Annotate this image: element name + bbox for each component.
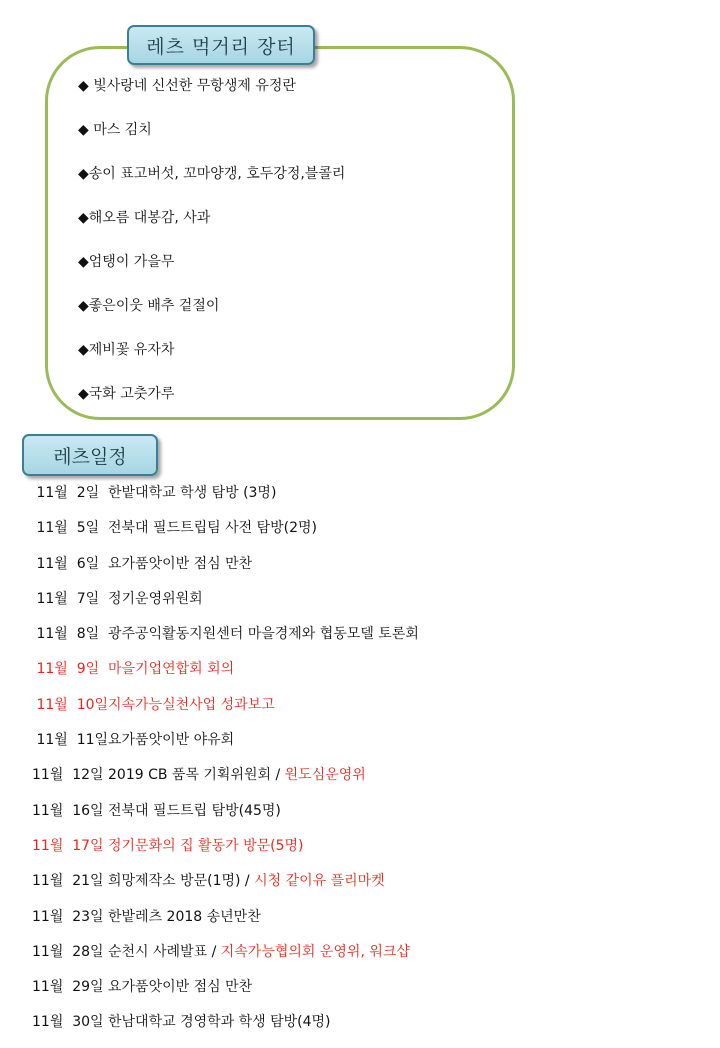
- schedule-date: 11월 6일: [32, 555, 100, 572]
- schedule-date: 11월 12일: [32, 767, 104, 784]
- schedule-text: 한남대학교 경영학과 학생 탐방(4명): [108, 1014, 331, 1031]
- schedule-entry: [32, 483, 419, 518]
- schedule-list: [32, 483, 419, 1048]
- schedule-text: 지속가능실천사업 성과보고: [108, 696, 275, 713]
- schedule-entry: [32, 624, 419, 659]
- schedule-entry: [32, 730, 419, 765]
- market-item-list: [78, 76, 345, 428]
- market-item: ◆ 마스 김치: [78, 122, 152, 138]
- schedule-date: 11월 8일: [32, 626, 100, 643]
- schedule-text-highlight: 원도심운영위: [284, 767, 366, 784]
- schedule-entry: [32, 871, 419, 906]
- schedule-date: 11월 29일: [32, 979, 104, 996]
- schedule-text: 한밭대학교 학생 탐방 (3명): [108, 485, 277, 501]
- schedule-date: 11월 11일: [32, 732, 109, 749]
- schedule-text: 마을기업연합회 회의: [108, 661, 235, 678]
- schedule-date: 11월 2일: [32, 485, 100, 501]
- schedule-text-highlight: 지속가능협의회 운영위, 워크샵: [220, 943, 410, 960]
- market-item: ◆제비꽃 유자차: [78, 342, 175, 358]
- schedule-entry: [32, 907, 419, 942]
- schedule-date: 11월 30일: [32, 1014, 104, 1031]
- schedule-text: 희망제작소 방문(1명) /: [108, 873, 255, 890]
- schedule-entry: [32, 836, 419, 871]
- market-title: 레츠 먹거리 장터: [127, 25, 315, 65]
- schedule-entry: [32, 589, 419, 624]
- schedule-text: 요가품앗이반 점심 만찬: [108, 979, 253, 996]
- schedule-date: 11월 16일: [32, 802, 104, 819]
- schedule-date: 11월 23일: [32, 908, 104, 925]
- schedule-entry: [32, 659, 419, 694]
- market-item: ◆해오름 대봉감, 사과: [78, 210, 211, 226]
- schedule-text: 전북대 필드트립팀 사전 탐방(2명): [108, 520, 317, 537]
- schedule-text: 순천시 사례발표 /: [108, 943, 221, 960]
- schedule-entry: [32, 518, 419, 553]
- schedule-entry: [32, 1012, 419, 1047]
- schedule-date: 11월 9일: [32, 661, 100, 678]
- market-item: ◆엄탱이 가을무: [78, 254, 175, 270]
- schedule-date: 11월 7일: [32, 590, 100, 607]
- schedule-text: 2019 CB 품목 기획위원회 /: [108, 767, 285, 784]
- schedule-text: 요가품앗이반 야유회: [108, 732, 235, 749]
- schedule-date: 11월 17일: [32, 837, 104, 854]
- schedule-text-highlight: 시청 같이유 플리마켓: [254, 873, 385, 890]
- schedule-entry: [32, 765, 419, 800]
- schedule-entry: [32, 801, 419, 836]
- market-item: ◆ 빛사랑네 신선한 무항생제 유정란: [78, 78, 296, 94]
- schedule-text: 광주공익활동지원센터 마을경제와 협동모델 토론회: [108, 626, 419, 643]
- schedule-entry: [32, 554, 419, 589]
- market-item: ◆송이 표고버섯, 꼬마양갱, 호두강정,블콜리: [78, 166, 346, 182]
- market-item: ◆좋은이웃 배추 겉절이: [78, 298, 220, 314]
- schedule-text: 요가품앗이반 점심 만찬: [108, 555, 253, 572]
- schedule-date: 11월 21일: [32, 873, 104, 890]
- schedule-text: 정기문화의 집 활동가 방문(5명): [108, 837, 304, 854]
- schedule-entry: [32, 942, 419, 977]
- market-item: ◆국화 고춧가루: [78, 386, 175, 402]
- schedule-text: 전북대 필드트립 탐방(45명): [108, 802, 281, 819]
- schedule-entry: [32, 977, 419, 1012]
- schedule-date: 11월 5일: [32, 520, 100, 537]
- schedule-entry: [32, 695, 419, 730]
- schedule-date: 11월 10일: [32, 696, 109, 713]
- schedule-date: 11월 28일: [32, 943, 104, 960]
- schedule-title: 레츠일정: [22, 434, 158, 476]
- schedule-text: 정기운영위원회: [108, 590, 203, 607]
- schedule-text: 한밭레츠 2018 송년만찬: [108, 908, 261, 925]
